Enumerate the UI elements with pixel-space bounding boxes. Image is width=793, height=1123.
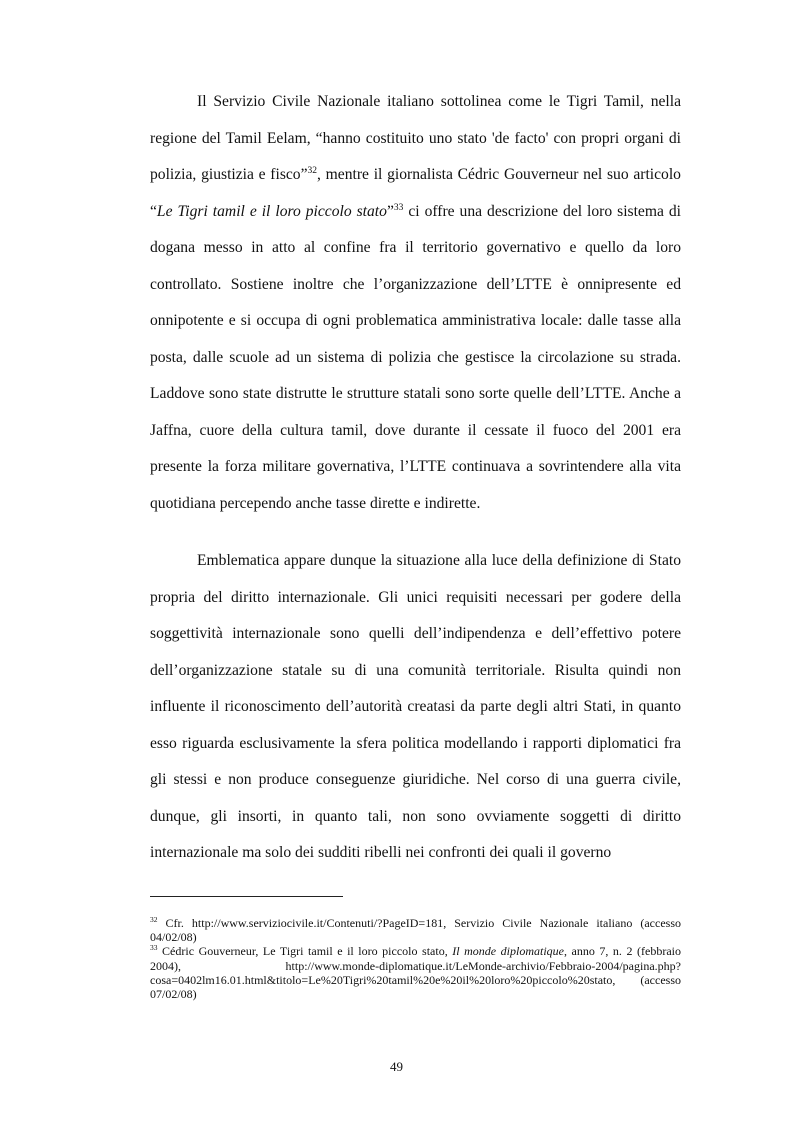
paragraph-1-quote-close: ” bbox=[386, 202, 394, 220]
paragraph-1-text-c: ci offre una descrizione del loro sistema di dogana messo in atto al confine fra il territorio governativo e quello da loro controllato. Sostiene inoltre che l’organizzazione dell’LTTE è onnipresente ed onnipotente e si occupa di ogni problematica amministrativa locale: dalle tasse alla posta, dalle scuole ad un sistema di polizia che gestisce la circolazione su strada. Laddove sono state distrutte le strutture statali sono sorte quelle dell’LTTE. Anche a Jaffna, cuore della cultura tamil, dove durante il cessate il fuoco del 2001 era presente la forza militare governativa, l’LTTE continuava a sovrintendere alla vita quotidiana percependo anche tasse dirette e indirette. bbox=[150, 202, 682, 512]
footnote-number-33: 33 bbox=[150, 943, 158, 953]
footnote-33-text-b: , anno 7, n. 2 (febbraio 2004), http://www.monde-diplomatique.it/LeMonde-archivio/Febbraio-2004/pagina.php?cosa=0402lm16.01.html&titolo=Le%20Tigri%20tamil%20e%20il%20loro%20piccolo%20stato, (accesso 07/02/08) bbox=[150, 944, 681, 1002]
footnote-divider bbox=[150, 896, 343, 897]
article-title: Le Tigri tamil e il loro piccolo stato bbox=[156, 202, 387, 220]
paragraph-1-text-b: , mentre il giornalista Cédric Gouverneur nel suo articolo “ bbox=[150, 166, 681, 220]
body-paragraph-1 bbox=[150, 84, 681, 522]
footnote-33 bbox=[150, 944, 681, 1001]
footnote-32 bbox=[150, 916, 681, 944]
page-number: 49 bbox=[390, 1059, 403, 1074]
footnote-number-32: 32 bbox=[150, 915, 158, 924]
footnote-ref-33[interactable]: 33 bbox=[393, 202, 404, 213]
body-paragraph-2: Emblematica appare dunque la situazione alla luce della definizione di Stato propria del diritto internazionale. Gli unici requisiti necessari per godere della soggettività internazionale sono quelli dell’indipendenza e dell’effettivo potere dell’organizzazione statale su di una comunità territoriale. Risulta quindi non influente il riconoscimento dell’autorità creatasi da parte degli altri Stati, in quanto esso riguarda esclusivamente la sfera politica modellando i rapporti diplomatici fra gli stessi e non produce conseguenze giuridiche. Nel corso di una guerra civile, dunque, gli insorti, in quanto tali, non sono ovviamente soggetti di diritto internazionale ma solo dei sudditi ribelli nei confronti dei quali il governo bbox=[150, 552, 681, 861]
footnote-32-text: Cfr. http://www.serviziocivile.it/Contenuti/?PageID=181, Servizio Civile Nazionale italiano (accesso 04/02/08) bbox=[150, 916, 681, 945]
paragraph-1-text-a: Il Servizio Civile Nazionale italiano sottolinea come le Tigri Tamil, nella regione del Tamil Eelam, “hanno costituito uno stato 'de facto' con propri organi di polizia, giustizia e fisco” bbox=[150, 93, 681, 183]
journal-title: Il monde diplomatique bbox=[452, 944, 564, 959]
footnote-33-text-a: Cédric Gouverneur, Le Tigri tamil e il loro piccolo stato, bbox=[157, 944, 453, 959]
footnote-ref-32[interactable]: 32 bbox=[307, 165, 318, 176]
footnotes bbox=[150, 916, 681, 1001]
